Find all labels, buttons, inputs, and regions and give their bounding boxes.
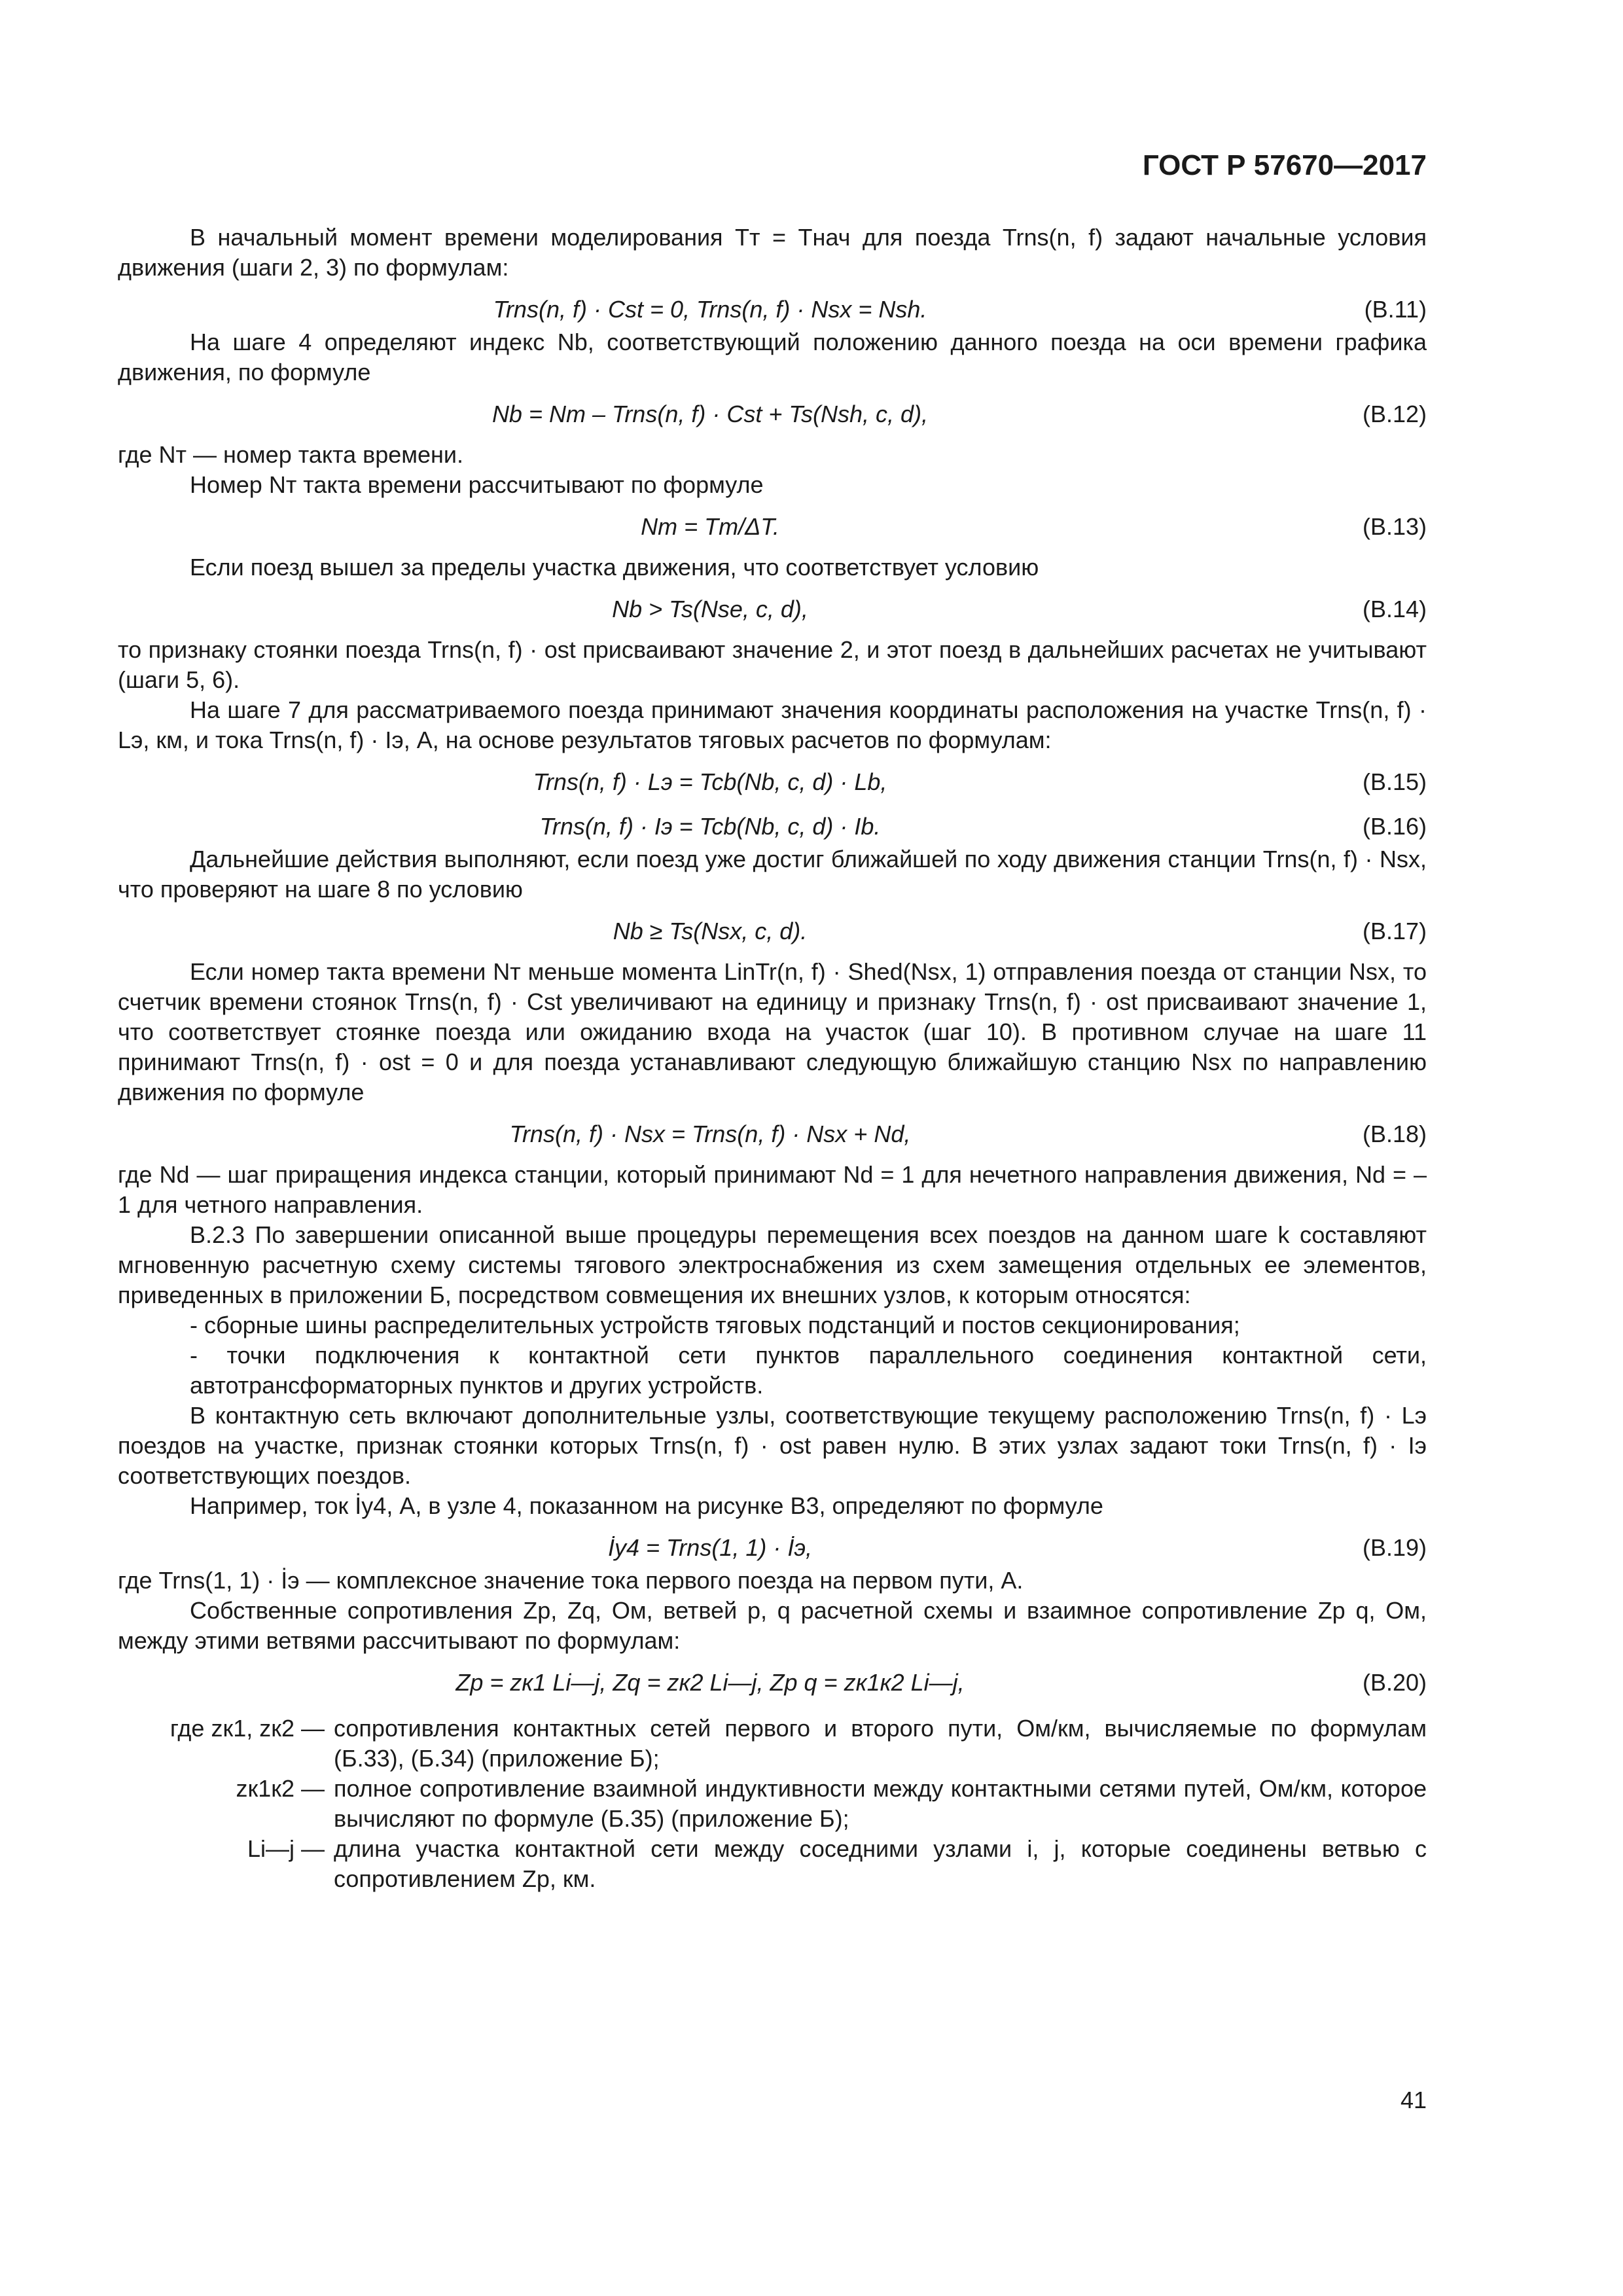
paragraph: где Nт — номер такта времени. (118, 441, 464, 468)
formula: Nb ≥ Ts(Nsx, c, d). (613, 918, 808, 944)
page-number: 41 (1400, 2087, 1427, 2113)
equation-b19 (118, 1521, 1427, 1566)
formula: Nт = Tт/ΔT. (641, 513, 779, 540)
list-item: - точки подключения к контактной сети пунктов параллельного соединения контактной сети, автотрансформаторных пунктов и других устройств. (190, 1342, 1427, 1399)
equation-number: (В.20) (1362, 1669, 1427, 1696)
equation-number: (В.19) (1362, 1534, 1427, 1561)
where-desc: длина участка контактной сети между соседними узлами i, j, которые соединены ветвью с сопротивлением Zp, км. (334, 1835, 1427, 1892)
where-desc: сопротивления контактных сетей первого и второго пути, Ом/км, вычисляемые по формулам (Б.33), (Б.34) (приложение Б); (334, 1715, 1427, 1772)
section-b-2-3: В.2.3 По завершении описанной выше процедуры перемещения всех поездов на данном шаге k составляют мгновенную расчетную схему системы тягового электроснабжения из схем замещения отдельных ее элементов, приведенных в приложении Б, посредством совмещения их внешних узлов, к которым относятся: (118, 1221, 1427, 1308)
equation-number: (В.17) (1362, 918, 1427, 944)
where-dash: — (301, 1775, 325, 1802)
paragraph: Номер Nт такта времени рассчитывают по формуле (190, 471, 764, 498)
paragraph: то признаку стоянки поезда Trns(n, f) · ost присваивают значение 2, и этот поезд в дальнейших расчетах не учитывают (шаги 5, 6). (118, 636, 1427, 693)
where-dash: — (301, 1715, 325, 1742)
formula: Trns(n, f) · Cst = 0, Trns(n, f) · Nsx = Nsh. (493, 296, 927, 323)
equation-b16 (118, 800, 1427, 844)
equation-b12 (118, 387, 1427, 440)
equation-b17 (118, 905, 1427, 957)
paragraph: где Nd — шаг приращения индекса станции, который принимают Nd = 1 для нечетного направления движения, Nd = –1 для четного направления. (118, 1161, 1427, 1218)
where-dash: — (301, 1835, 325, 1862)
equation-b13 (118, 500, 1427, 552)
formula: İу4 = Trns(1, 1) · İэ, (607, 1534, 813, 1561)
formula: Zp = zк1 Li—j, Zq = zк2 Li—j, Zp q = zк1к2 Li—j, (455, 1669, 965, 1696)
equation-number: (В.13) (1362, 513, 1427, 540)
formula: Nb > Ts(Nse, c, d), (612, 596, 808, 622)
paragraph: Если поезд вышел за пределы участка движения, что соответствует условию (190, 554, 1039, 581)
equation-number: (В.18) (1362, 1121, 1427, 1147)
list-item: - сборные шины распределительных устройств тяговых подстанций и постов секционирования; (190, 1312, 1240, 1338)
where-term: где zк1, zк2 (169, 1715, 294, 1742)
where-term: zк1к2 (236, 1775, 294, 1802)
where-list (118, 1713, 1427, 1894)
paragraph: Собственные сопротивления Zp, Zq, Ом, ветвей p, q расчетной схемы и взаимное сопротивление Zp q, Ом, между этими ветвями рассчитывают по формулам: (118, 1597, 1427, 1654)
paragraph: где Trns(1, 1) · İэ — комплексное значение тока первого поезда на первом пути, А. (118, 1567, 1024, 1594)
equation-number: (В.16) (1362, 813, 1427, 840)
equation-number: (В.14) (1362, 596, 1427, 622)
equation-b11 (118, 283, 1427, 327)
paragraph: В начальный момент времени моделирования Tт = Tнач для поезда Trns(n, f) задают начальные условия движения (шаги 2, 3) по формулам: (118, 224, 1427, 281)
formula: Nb = Nт – Trns(n, f) · Cst + Ts(Nsh, c, d), (491, 401, 929, 427)
paragraph: На шаге 7 для рассматриваемого поезда принимают значения координаты расположения на участке Trns(n, f) · Lэ, км, и тока Trns(n, f) · Iэ, А, на основе результатов тяговых расчетов по формулам: (118, 696, 1427, 753)
equation-b15 (118, 755, 1427, 800)
formula: Trns(n, f) · Nsx = Trns(n, f) · Nsx + Nd, (509, 1121, 911, 1147)
paragraph: В контактную сеть включают дополнительные узлы, соответствующие текущему расположению Trns(n, f) · Lэ поездов на участке, признак стоянки которых Trns(n, f) · ost равен нулю. В этих узлах задают токи Trns(n, f) · Iэ соответствующих поездов. (118, 1402, 1427, 1489)
equation-number: (В.11) (1364, 296, 1427, 323)
equation-number: (В.15) (1362, 768, 1427, 795)
paragraph: Дальнейшие действия выполняют, если поезд уже достиг ближайшей по ходу движения станции Trns(n, f) · Nsx, что проверяют на шаге 8 по условию (118, 846, 1427, 903)
standard-header: ГОСТ Р 57670—2017 (1142, 149, 1427, 181)
where-desc: полное сопротивление взаимной индуктивности между контактными сетями путей, Ом/км, которое вычисляют по формуле (Б.35) (приложение Б); (334, 1775, 1427, 1832)
formula: Trns(n, f) · Lэ = Tcb(Nb, c, d) · Lb, (533, 768, 887, 795)
equation-b14 (118, 583, 1427, 635)
paragraph: На шаге 4 определяют индекс Nb, соответствующий положению данного поезда на оси времени графика движения, по формуле (118, 329, 1427, 386)
paragraph: Например, ток İу4, А, в узле 4, показанном на рисунке В3, определяют по формуле (190, 1492, 1103, 1519)
formula: Trns(n, f) · Iэ = Tcb(Nb, c, d) · Ib. (539, 813, 881, 840)
paragraph: Если номер такта времени Nт меньше момента LinTr(n, f) · Shed(Nsx, 1) отправления поезда от станции Nsx, то счетчик времени стоянок Trns(n, f) · Cst увеличивают на единицу и признаку Trns(n, f) · ost присваивают значение 1, что соответствует стоянке поезда или ожиданию входа на участок (шаг 10). В противном случае на шаге 11 принимают Trns(n, f) · ost = 0 и для поезда устанавливают следующую ближайшую станцию Nsx по направлению движения по формуле (118, 958, 1427, 1105)
where-term: Li—j (247, 1835, 294, 1862)
equation-b20 (118, 1656, 1427, 1708)
equation-b18 (118, 1107, 1427, 1160)
page-content (118, 223, 1427, 1894)
equation-number: (В.12) (1362, 401, 1427, 427)
